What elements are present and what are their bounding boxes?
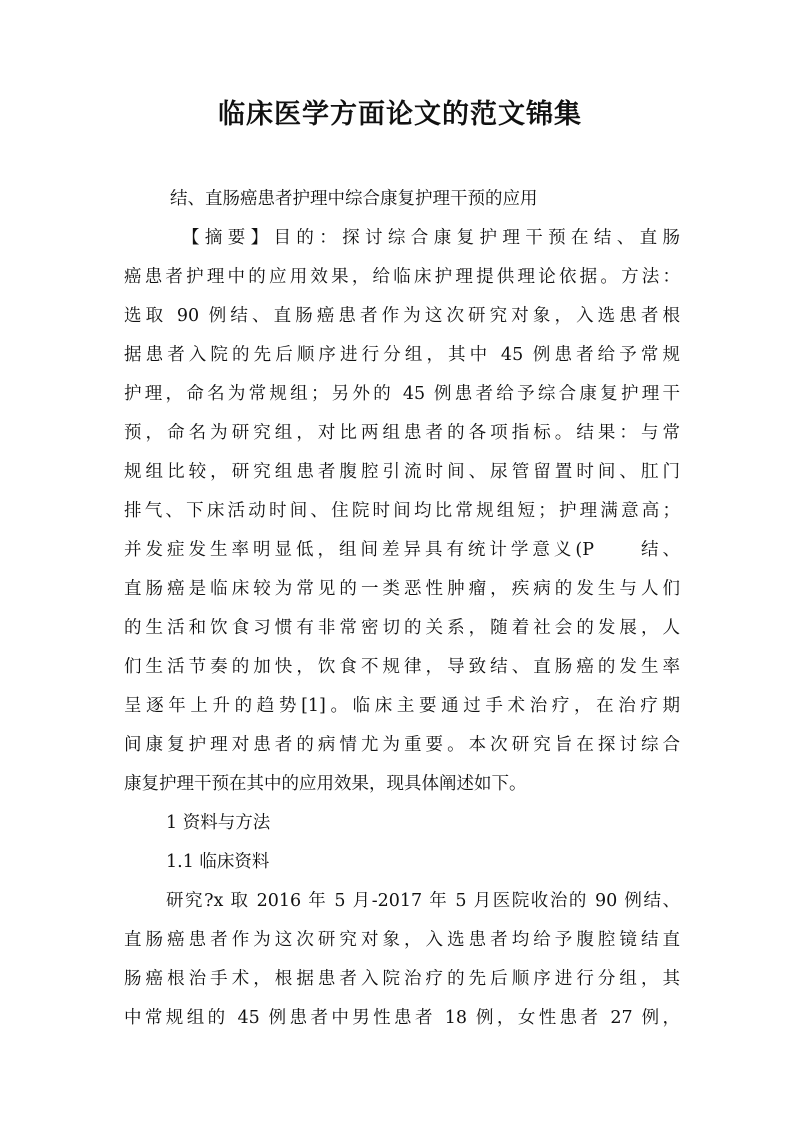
- body-line: 研究?x 取 2016 年 5 月-2017 年 5 月医院收治的 90 例结、: [166, 891, 680, 911]
- body-line: 们生活节奏的加快，饮食不规律，导致结、直肠癌的发生率: [124, 657, 680, 677]
- subsection-heading: 1.1 临床资料: [166, 852, 270, 872]
- body-line: 肠癌根治手术，根据患者入院治疗的先后顺序进行分组，其: [124, 969, 680, 989]
- abstract-line: 并发症发生率明显低，组间差异具有统计学意义(P 结、: [124, 540, 680, 560]
- body-line: 中常规组的 45 例患者中男性患者 18 例，女性患者 27 例，: [124, 1008, 680, 1028]
- body-line: 呈逐年上升的趋势[1]。临床主要通过手术治疗，在治疗期: [124, 696, 680, 716]
- abstract-line: 癌患者护理中的应用效果，给临床护理提供理论依据。方法：: [124, 267, 680, 287]
- body-line: 的生活和饮食习惯有非常密切的关系，随着社会的发展，人: [124, 618, 680, 638]
- body-line: 间康复护理对患者的病情尤为重要。本次研究旨在探讨综合: [124, 735, 680, 755]
- abstract-line: 选取 90 例结、直肠癌患者作为这次研究对象，入选患者根: [124, 306, 680, 326]
- abstract-line: 护理，命名为常规组；另外的 45 例患者给予综合康复护理干: [124, 384, 680, 404]
- abstract-line: 规组比较，研究组患者腹腔引流时间、尿管留置时间、肛门: [124, 462, 680, 482]
- abstract-line: 排气、下床活动时间、住院时间均比常规组短；护理满意高；: [124, 501, 680, 521]
- body-line: 直肠癌是临床较为常见的一类恶性肿瘤，疾病的发生与人们: [124, 579, 680, 599]
- abstract-line: 预，命名为研究组，对比两组患者的各项指标。结果：与常: [124, 423, 680, 443]
- document-title: 临床医学方面论文的范文锦集: [218, 99, 582, 130]
- abstract-line: 据患者入院的先后顺序进行分组，其中 45 例患者给予常规: [124, 345, 680, 365]
- section-heading: 1 资料与方法: [166, 813, 271, 833]
- body-line: 康复护理干预在其中的应用效果，现具体阐述如下。: [124, 774, 527, 794]
- abstract-line: 【摘要】目的：探讨综合康复护理干预在结、直肠: [182, 228, 680, 248]
- body-line: 直肠癌患者作为这次研究对象，入选患者均给予腹腔镜结直: [124, 930, 680, 950]
- document-body: [124, 180, 680, 1038]
- article-subtitle: 结、直肠癌患者护理中综合康复护理干预的应用: [170, 189, 538, 209]
